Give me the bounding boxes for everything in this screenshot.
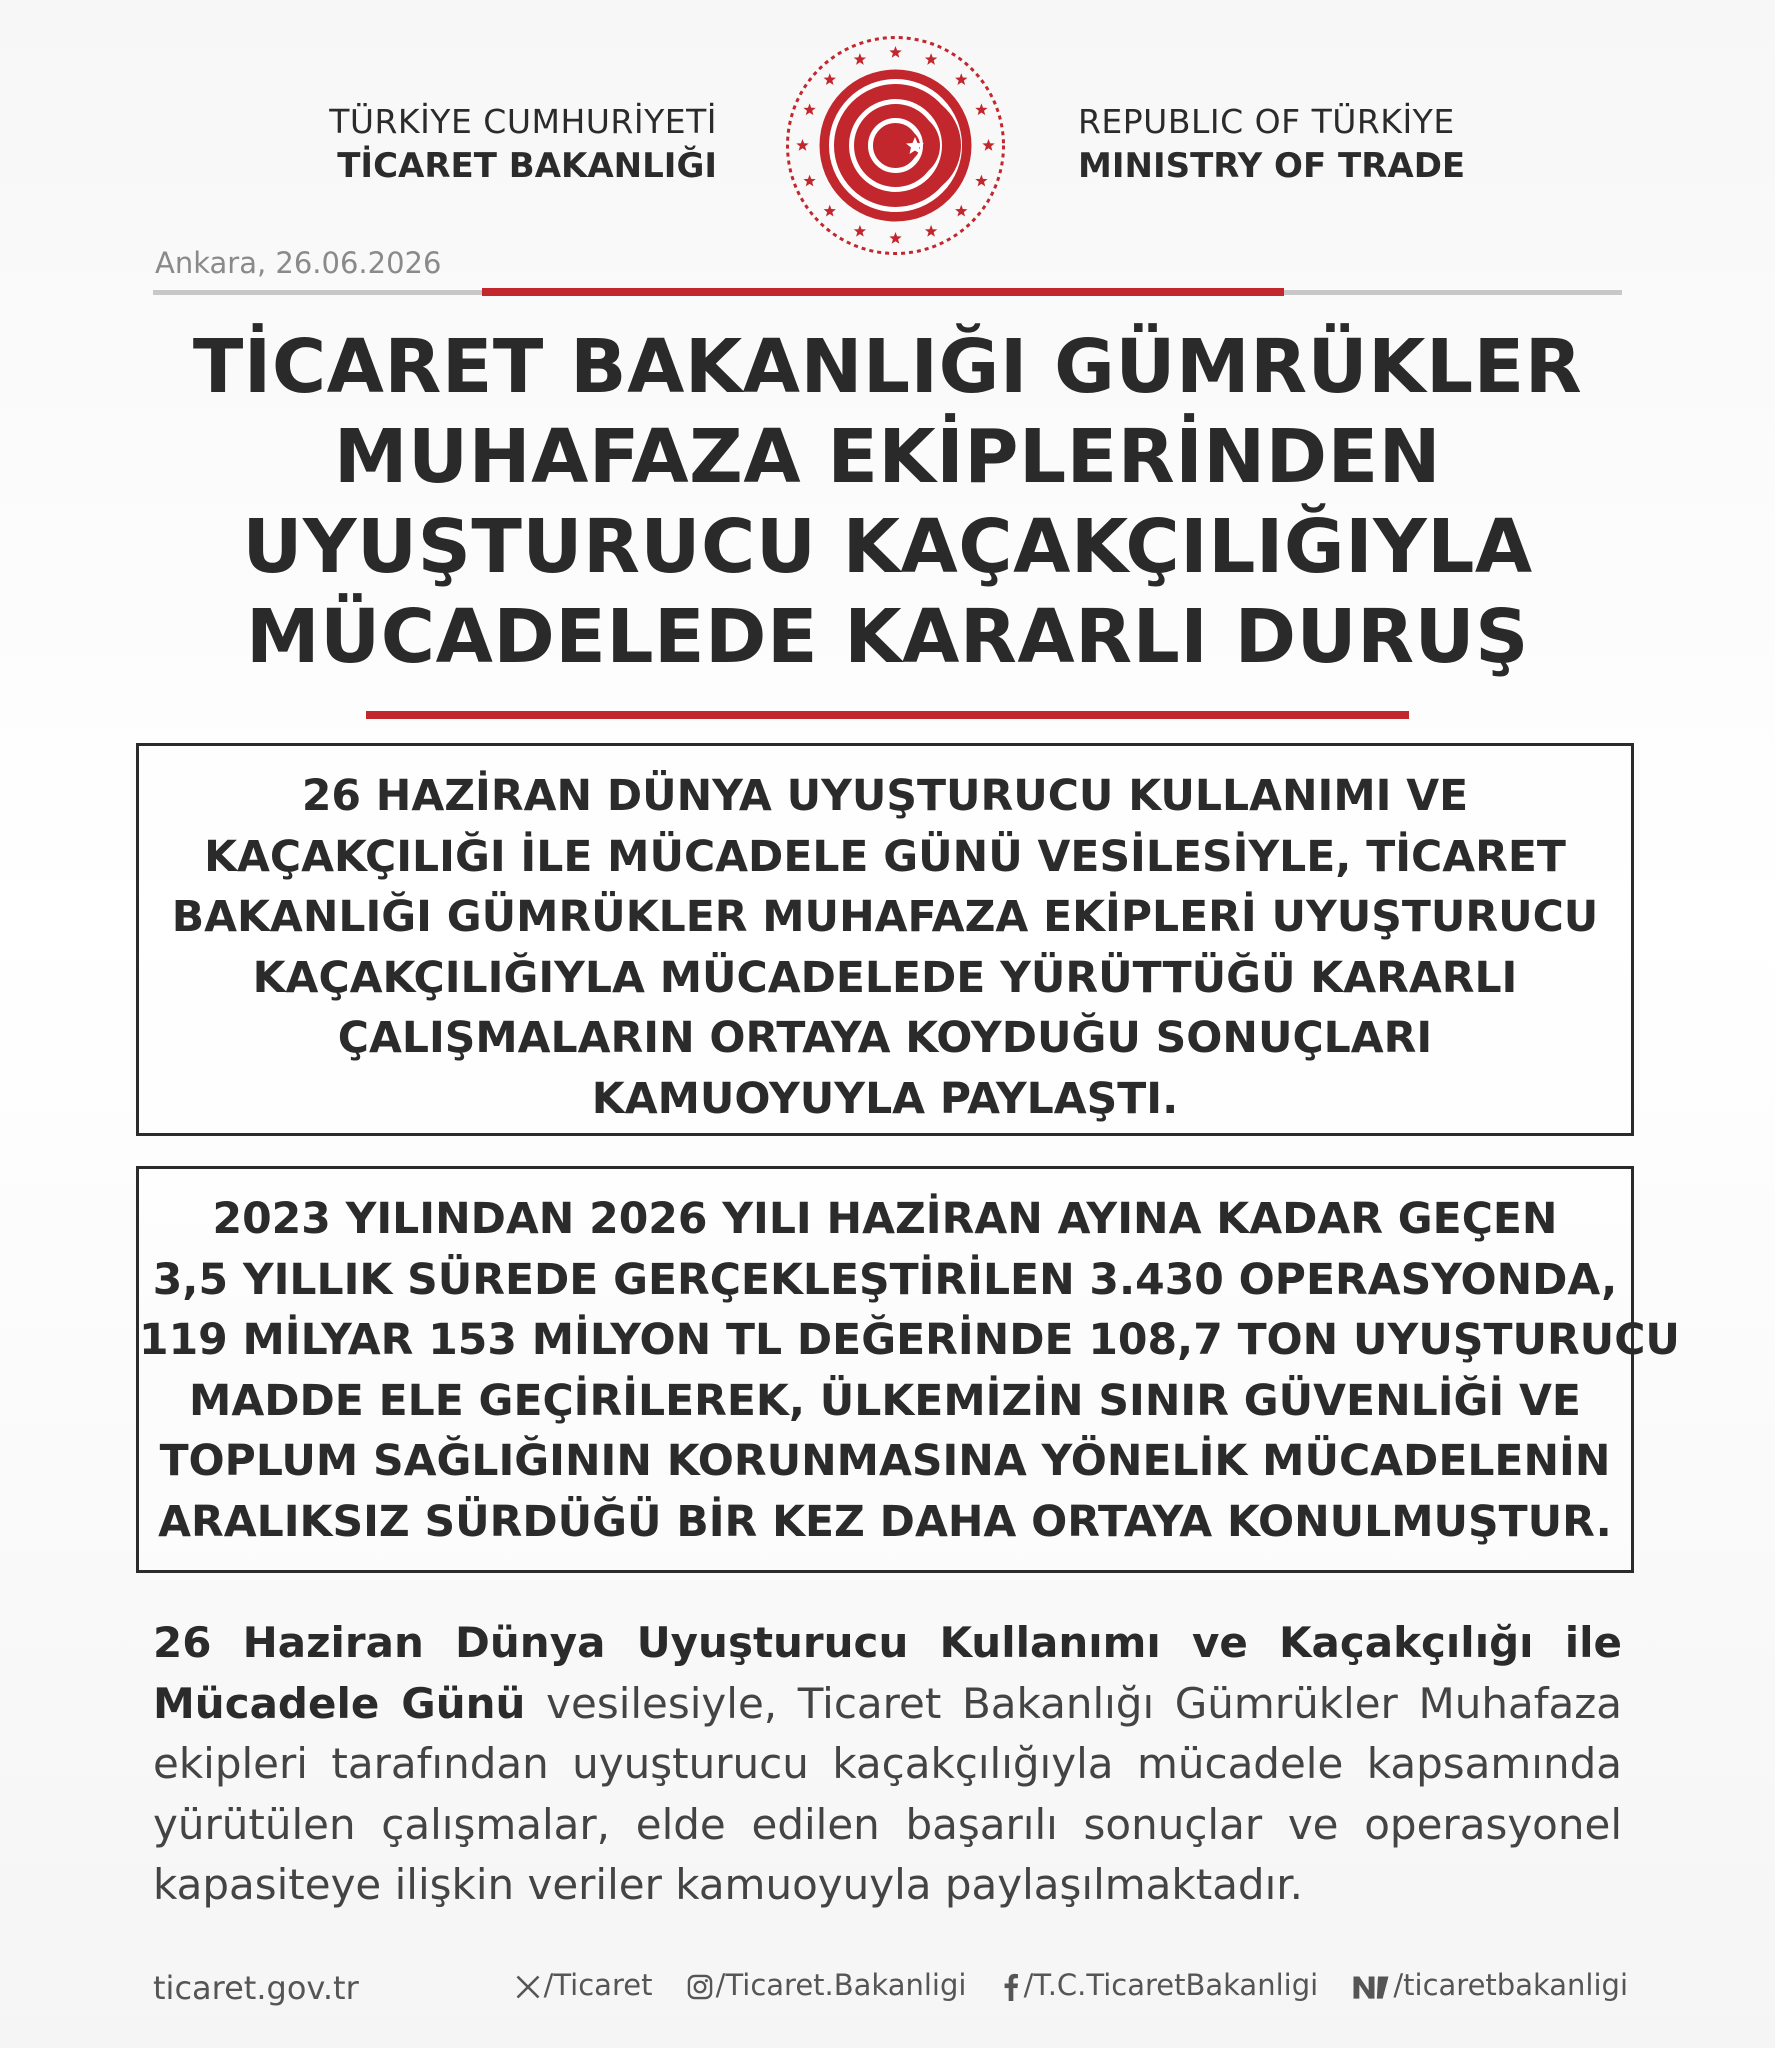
title-line: UYUŞTURUCU KAÇAKÇILIĞIYLA [242,504,1533,590]
ministry-emblem [783,33,1008,258]
page-title [120,322,1655,682]
title-line: MUHAFAZA EKİPLERİNDEN [333,414,1442,500]
statistics-line: MADDE ELE GEÇİRİLEREK, ÜLKEMİZİN SINIR GÜVENLİĞİ VE [189,1376,1581,1426]
header-en-line2: MINISTRY OF TRADE [1078,146,1466,186]
header-en-line1: REPUBLIC OF TÜRKİYE [1078,102,1455,141]
title-underline [366,711,1409,719]
summary-line: ÇALIŞMALARIN ORTAYA KOYDUĞU SONUÇLARI [337,1014,1433,1063]
instagram-icon [686,1973,714,2001]
emblem-star [975,103,987,115]
body-line-4: yürütülen çalışmalar, elde edilen başarılı sonuçlar ve operasyonel [153,1799,1622,1849]
body-paragraph [153,1613,1622,1916]
x-handle: /Ticaret [543,1968,653,2002]
summary-line: BAKANLIĞI GÜMRÜKLER MUHAFAZA EKİPLERİ UYUŞTURUCU [171,893,1599,942]
emblem-star [889,232,901,244]
statistics-line: TOPLUM SAĞLIĞININ KORUNMASINA YÖNELİK MÜCADELENİN [159,1437,1611,1486]
social-links [490,1966,1628,2002]
body-line-3: ekipleri tarafından uyuşturucu kaçakçılığıyla mücadele kapsamında [153,1739,1622,1788]
emblem-star [925,225,937,237]
nsosyal-link[interactable] [1351,1968,1628,2002]
statistics-box [136,1166,1680,1573]
summary-line: KAÇAKÇILIĞIYLA MÜCADELEDE YÜRÜTTÜĞÜ KARARLI [252,953,1518,1003]
summary-line: KAÇAKÇILIĞI İLE MÜCADELE GÜNÜ VESİLESİYLE, TİCARET [204,832,1566,882]
header-accent-rule [482,288,1284,296]
statistics-line: 119 MİLYAR 153 MİLYON TL DEĞERİNDE 108,7 TON UYUŞTURUCU [139,1316,1680,1365]
emblem-star [824,205,836,217]
statistics-line: 2023 YILINDAN 2026 YILI HAZİRAN AYINA KADAR GEÇEN [212,1195,1558,1244]
instagram-link[interactable] [686,1968,967,2002]
facebook-handle: /T.C.TicaretBakanligi [1023,1968,1319,2002]
website-link[interactable]: ticaret.gov.tr [153,1969,359,2007]
title-line: MÜCADELEDE KARARLI DURUŞ [246,594,1529,680]
title-line: TİCARET BAKANLIĞI GÜMRÜKLER [192,324,1583,410]
facebook-icon [1000,1973,1022,2001]
body-lead-bold: 26 Haziran Dünya Uyuşturucu Kullanımı ve Kaçakçılığı ile [153,1618,1622,1667]
summary-line: KAMUOYUYLA PAYLAŞTI. [591,1074,1179,1124]
emblem-star [982,139,994,151]
body-lead-bold-2: Mücadele Günü [153,1678,526,1728]
nsosyal-icon [1351,1973,1391,2001]
emblem-star [803,175,815,187]
statistics-line: 3,5 YILLIK SÜREDE GERÇEKLEŞTİRİLEN 3.430 OPERASYONDA, [152,1255,1618,1305]
instagram-handle: /Ticaret.Bakanligi [715,1968,967,2002]
body-line-2 [153,1674,1622,1735]
summary-line: 26 HAZİRAN DÜNYA UYUŞTURUCU KULLANIMI VE [301,772,1469,821]
body-line-2-rest: vesilesiyle, Ticaret Bakanlığı Gümrükler Muhafaza [525,1678,1622,1728]
emblem-star [854,53,866,65]
emblem-star [975,175,987,187]
emblem-star [796,139,808,151]
emblem-star [955,205,967,217]
header-tr [329,100,717,188]
header-en [1078,100,1465,188]
body-line-5: kapasiteye ilişkin veriler kamuoyuyla paylaşılmaktadır. [153,1860,1304,1909]
nsosyal-handle: /ticaretbakanligi [1393,1968,1628,2002]
emblem-star [889,46,901,58]
emblem-star [803,103,815,115]
body-line-1 [153,1613,1622,1674]
header-tr-line2: TİCARET BAKANLIĞI [337,146,717,186]
dateline: Ankara, 26.06.2026 [155,246,442,280]
statistics-line: ARALIKSIZ SÜRDÜĞÜ BİR KEZ DAHA ORTAYA KONULMUŞTUR. [158,1497,1612,1547]
emblem-star [925,53,937,65]
x-icon [514,1973,542,2001]
facebook-link[interactable] [1000,1968,1319,2002]
header-tr-line1: TÜRKİYE CUMHURİYETİ [329,102,717,141]
summary-box [136,743,1634,1136]
emblem-star [854,225,866,237]
x-link[interactable] [514,1968,653,2002]
emblem-star [824,73,836,85]
emblem-star [955,73,967,85]
